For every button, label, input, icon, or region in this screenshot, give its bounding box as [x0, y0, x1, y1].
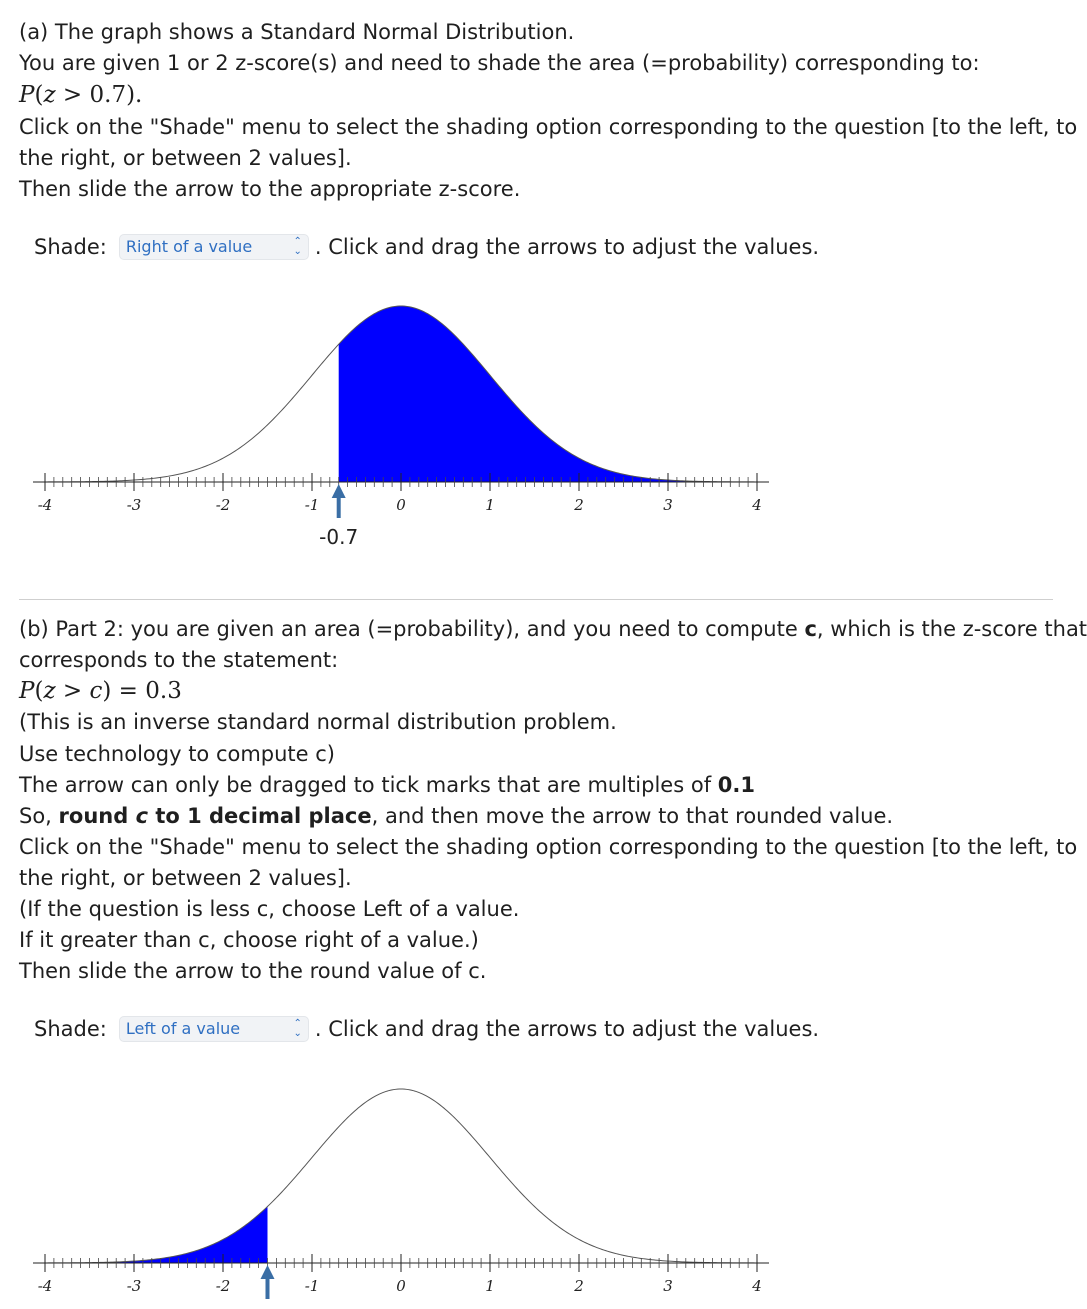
- part-b-shade-instruction: Click on the "Shade" menu to select the shading option corresponding to the question [to the left, to: [19, 835, 1078, 859]
- part-a-slide-instruction: Then slide the arrow to the appropriate z-score.: [19, 177, 521, 201]
- math-p: P: [19, 82, 35, 108]
- shaded-area: [45, 1207, 268, 1263]
- arrow-value-label: -0.7: [319, 525, 359, 549]
- up-arrow-icon[interactable]: [261, 1265, 275, 1299]
- tick-label: -1: [304, 1277, 320, 1295]
- up-down-chevron-icon: ⌃ ⌄: [293, 236, 302, 257]
- part-a-probability-statement: [19, 80, 142, 111]
- round-note-bold: round: [58, 804, 136, 828]
- math-eq: =: [111, 678, 146, 704]
- part-b-arrow-note-text: The arrow can only be dragged to tick marks that are multiples of: [19, 773, 718, 797]
- shade-label: Shade:: [34, 1017, 107, 1041]
- shade-select-value: Right of a value: [125, 237, 253, 256]
- math-paren: (: [34, 82, 44, 108]
- part-b-arrow-note: [19, 770, 755, 801]
- math-paren: ): [102, 678, 112, 704]
- part-b-note-cont: Use technology to compute c): [19, 742, 336, 766]
- part-b-note: (This is an inverse standard normal distribution problem.: [19, 710, 617, 734]
- part-b-intro-text-end: , which is the z-score that: [816, 617, 1087, 641]
- section-divider: [19, 599, 1053, 600]
- math-paren: (: [34, 678, 44, 704]
- tick-label: 0: [396, 1277, 406, 1295]
- shade-hint: . Click and drag the arrows to adjust the values.: [314, 1017, 820, 1041]
- tick-label: 2: [574, 496, 584, 514]
- tick-label: 1: [485, 1277, 495, 1295]
- tick-label: -2: [215, 1277, 231, 1295]
- round-note-c: c: [135, 804, 149, 828]
- tick-label: 2: [574, 1277, 584, 1295]
- math-op: >: [55, 82, 90, 108]
- arrow-shaft: [337, 496, 341, 518]
- part-b-probability-statement: [19, 676, 182, 707]
- math-paren: ).: [126, 82, 143, 108]
- shade-select[interactable]: [119, 1016, 309, 1042]
- tick-label: -1: [304, 496, 320, 514]
- part-b-intro: [19, 614, 1087, 645]
- part-b-left-note: (If the question is less c, choose Left of a value.: [19, 897, 520, 921]
- part-a-shade-instruction-cont: the right, or between 2 values].: [19, 146, 352, 170]
- tick-label: 1: [485, 496, 495, 514]
- tick-label: 3: [663, 496, 673, 514]
- part-b-intro-cont: corresponds to the statement:: [19, 648, 339, 672]
- shaded-area: [339, 306, 757, 482]
- tick-label: -2: [215, 496, 231, 514]
- density-curve: [45, 1089, 757, 1263]
- tick-label: -3: [126, 496, 142, 514]
- shade-label: Shade:: [34, 235, 107, 259]
- shade-select-value: Left of a value: [125, 1019, 241, 1038]
- part-a-shade-row: [34, 232, 819, 262]
- arrow-head: [261, 1265, 275, 1279]
- part-b-right-note: If it greater than c, choose right of a value.): [19, 928, 479, 952]
- normal-distribution-chart-b: [0, 1080, 1055, 1309]
- shade-hint: . Click and drag the arrows to adjust the values.: [314, 235, 820, 259]
- round-note-post: , and then move the arrow to that rounded value.: [371, 804, 894, 828]
- part-b-intro-text: (b) Part 2: you are given an area (=probability), and you need to compute: [19, 617, 805, 641]
- math-p: P: [19, 678, 35, 704]
- part-a-instruction: You are given 1 or 2 z-score(s) and need to shade the area (=probability) corresponding to:: [19, 51, 980, 75]
- tick-label: -4: [37, 1277, 53, 1295]
- part-b-intro-c: c: [804, 617, 817, 641]
- round-note-bold-end: to 1 decimal place: [148, 804, 372, 828]
- part-a-shade-instruction: Click on the "Shade" menu to select the shading option corresponding to the question [to the left, to: [19, 115, 1078, 139]
- part-a-intro: (a) The graph shows a Standard Normal Distribution.: [19, 20, 575, 44]
- math-op: >: [55, 678, 90, 704]
- arrow-shaft: [266, 1277, 270, 1299]
- up-down-chevron-icon: ⌃ ⌄: [293, 1018, 302, 1039]
- part-b-arrow-note-step: 0.1: [717, 773, 755, 797]
- part-b-shade-row: [34, 1014, 819, 1044]
- part-b-slide-instruction: Then slide the arrow to the round value of c.: [19, 959, 487, 983]
- tick-label: 0: [396, 496, 406, 514]
- math-c: c: [89, 678, 103, 704]
- tick-label: -4: [37, 496, 53, 514]
- tick-label: 4: [752, 496, 762, 514]
- shade-select[interactable]: [119, 234, 309, 260]
- arrow-head: [332, 484, 346, 498]
- math-z: z: [43, 678, 56, 704]
- tick-label: 3: [663, 1277, 673, 1295]
- part-b-round-note: [19, 801, 893, 832]
- tick-label: 4: [752, 1277, 762, 1295]
- math-value: 0.3: [145, 678, 182, 704]
- part-b-shade-instruction-cont: the right, or between 2 values].: [19, 866, 352, 890]
- normal-distribution-chart-a: [0, 290, 1055, 565]
- tick-label: -3: [126, 1277, 142, 1295]
- round-note-pre: So,: [19, 804, 59, 828]
- math-value: 0.7: [89, 82, 127, 108]
- up-arrow-icon[interactable]: [332, 484, 346, 518]
- math-z: z: [43, 82, 56, 108]
